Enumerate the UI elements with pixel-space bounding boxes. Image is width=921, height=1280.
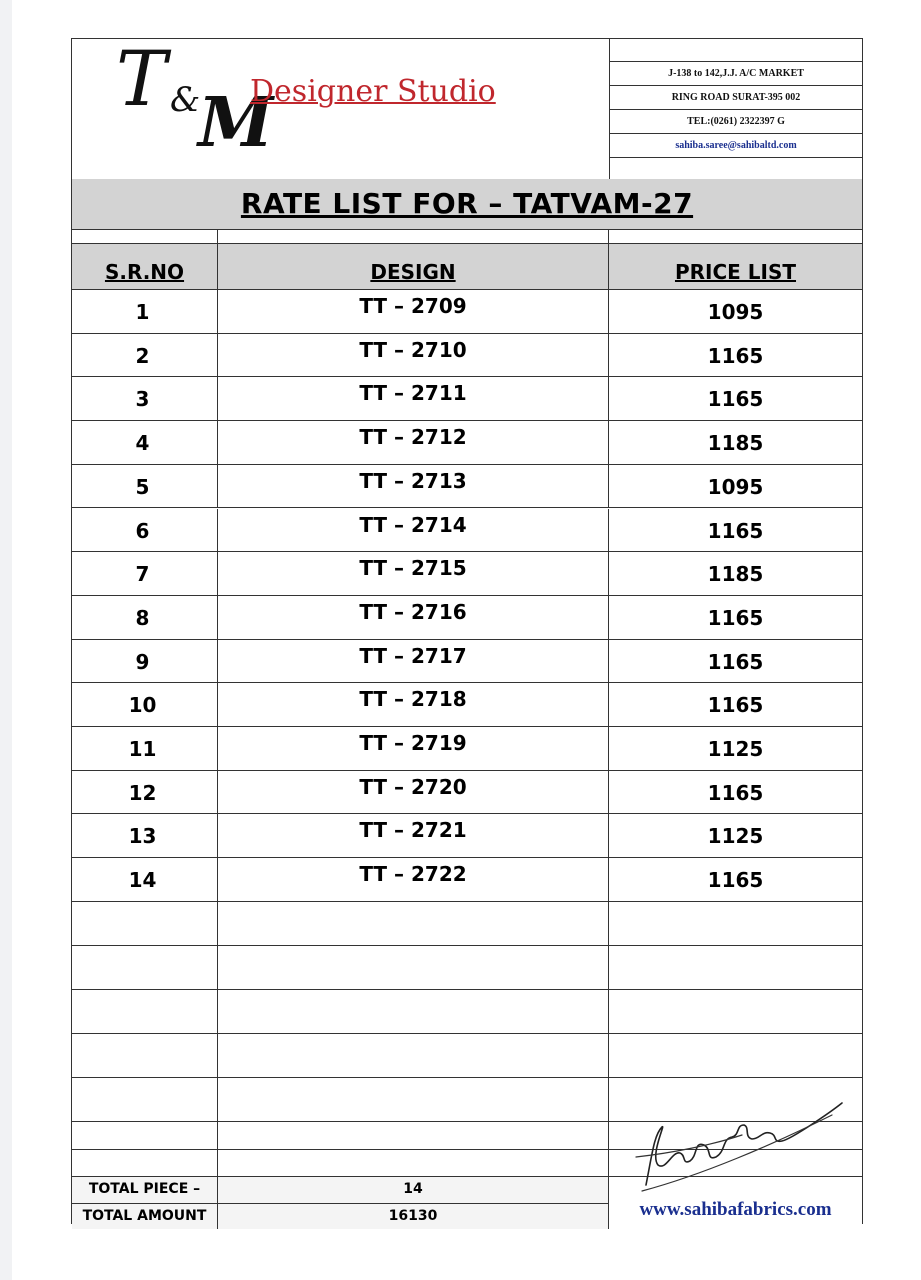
empty-cell <box>609 1034 862 1077</box>
price-cell: 1125 <box>707 737 764 761</box>
price-cell: 1095 <box>707 300 764 324</box>
studio-name: Designer Studio <box>250 74 496 109</box>
empty-cell <box>609 902 862 945</box>
address-line-market: J-138 to 142,J.J. A/C MARKET <box>610 62 862 86</box>
sr-no-cell: 5 <box>72 465 218 508</box>
table-row <box>72 640 862 684</box>
total-piece-row-label: TOTAL PIECE – <box>72 1177 218 1203</box>
sr-no-cell: 1 <box>72 290 218 333</box>
table-row <box>72 290 862 334</box>
column-header-price: PRICE LIST <box>674 260 797 284</box>
price-cell: 1165 <box>707 780 764 805</box>
empty-cell <box>609 990 862 1033</box>
empty-cell <box>218 946 609 989</box>
empty-cell <box>218 1122 609 1149</box>
sr-no-cell: 4 <box>72 421 218 464</box>
design-cell: TT – 2720 <box>218 771 609 814</box>
design-cell: TT – 2713 <box>218 465 609 508</box>
table-row <box>72 858 862 902</box>
page-title: RATE LIST FOR – TATVAM-27 <box>240 187 694 220</box>
price-cell: 1165 <box>707 605 764 630</box>
empty-cell <box>72 1150 218 1176</box>
design-cell: TT – 2716 <box>218 596 609 639</box>
table-row <box>72 552 862 596</box>
empty-cell <box>218 902 609 945</box>
address-line-road: RING ROAD SURAT-395 002 <box>610 86 862 110</box>
address-spacer <box>610 39 862 62</box>
empty-cell <box>72 902 218 945</box>
sr-no-cell: 9 <box>72 640 218 683</box>
table-row <box>72 421 862 465</box>
empty-cell <box>609 946 862 989</box>
logo-area <box>72 34 610 179</box>
sr-no-cell: 13 <box>72 814 218 857</box>
spacer-row <box>72 230 862 244</box>
table-row <box>72 727 862 771</box>
design-cell: TT – 2714 <box>218 509 609 552</box>
spacer-cell <box>218 230 609 243</box>
sr-no-cell: 10 <box>72 683 218 726</box>
empty-cell <box>72 946 218 989</box>
document-header <box>72 34 862 180</box>
design-cell: TT – 2718 <box>218 683 609 726</box>
address-block <box>610 39 862 179</box>
signature-mark <box>632 1095 852 1195</box>
table-row <box>72 596 862 640</box>
sr-no-cell: 2 <box>72 334 218 377</box>
design-cell: TT – 2712 <box>218 421 609 464</box>
empty-cell <box>72 1034 218 1077</box>
title-band <box>72 179 862 230</box>
table-row <box>72 683 862 727</box>
total-amount-row-value: 16130 <box>218 1204 609 1229</box>
empty-cell <box>72 1078 218 1121</box>
empty-cell <box>72 1122 218 1149</box>
sr-no-cell: 11 <box>72 727 218 770</box>
sr-no-cell: 6 <box>72 509 218 552</box>
empty-table-row <box>72 990 862 1034</box>
price-cell: 1165 <box>707 868 764 893</box>
empty-table-row <box>72 946 862 990</box>
address-line-phone: TEL:(0261) 2322397 G <box>610 110 862 134</box>
design-cell: TT – 2715 <box>218 552 609 595</box>
price-cell: 1165 <box>707 387 764 412</box>
rate-list-document <box>71 34 863 1224</box>
design-cell: TT – 2721 <box>218 814 609 857</box>
design-cell: TT – 2719 <box>218 727 609 770</box>
empty-cell <box>218 1034 609 1077</box>
empty-cell <box>72 990 218 1033</box>
design-cell: TT – 2709 <box>218 290 609 333</box>
price-cell: 1165 <box>707 343 764 368</box>
empty-cell <box>218 990 609 1033</box>
sr-no-cell: 14 <box>72 858 218 901</box>
sr-no-cell: 3 <box>72 377 218 420</box>
table-header-row <box>72 244 862 290</box>
design-cell: TT – 2717 <box>218 640 609 683</box>
price-cell: 1185 <box>707 431 764 456</box>
column-header-sr-no: S.R.NO <box>72 244 218 289</box>
price-cell: 1095 <box>707 474 764 499</box>
price-cell: 1165 <box>707 649 764 674</box>
column-header-design: DESIGN <box>218 244 609 289</box>
address-line-email[interactable]: sahiba.saree@sahibaltd.com <box>610 134 862 158</box>
price-cell: 1165 <box>707 693 764 718</box>
design-cell: TT – 2722 <box>218 858 609 901</box>
empty-table-row <box>72 902 862 946</box>
sr-no-cell: 7 <box>72 552 218 595</box>
table-row <box>72 771 862 815</box>
empty-cell <box>218 1078 609 1121</box>
website-link[interactable]: www.sahibafabrics.com <box>609 1197 862 1223</box>
logo-letter-m: M <box>198 83 274 163</box>
empty-table-row <box>72 1034 862 1078</box>
table-row <box>72 509 862 553</box>
sr-no-cell: 8 <box>72 596 218 639</box>
sr-no-cell: 12 <box>72 771 218 814</box>
spacer-cell <box>72 230 218 243</box>
logo-letter-t: T <box>116 34 167 123</box>
empty-cell <box>218 1150 609 1176</box>
total-amount-row-label: TOTAL AMOUNT <box>72 1204 218 1229</box>
viewer-left-strip <box>0 0 12 1280</box>
table-row <box>72 465 862 509</box>
price-cell: 1125 <box>707 824 764 849</box>
design-cell: TT – 2710 <box>218 334 609 377</box>
total-piece-row-value: 14 <box>218 1177 609 1203</box>
table-row <box>72 814 862 858</box>
logo-ampersand: & <box>170 80 201 120</box>
table-row <box>72 377 862 421</box>
price-cell: 1165 <box>707 518 764 543</box>
design-cell: TT – 2711 <box>218 377 609 420</box>
price-cell: 1185 <box>707 562 764 587</box>
table-row <box>72 334 862 378</box>
